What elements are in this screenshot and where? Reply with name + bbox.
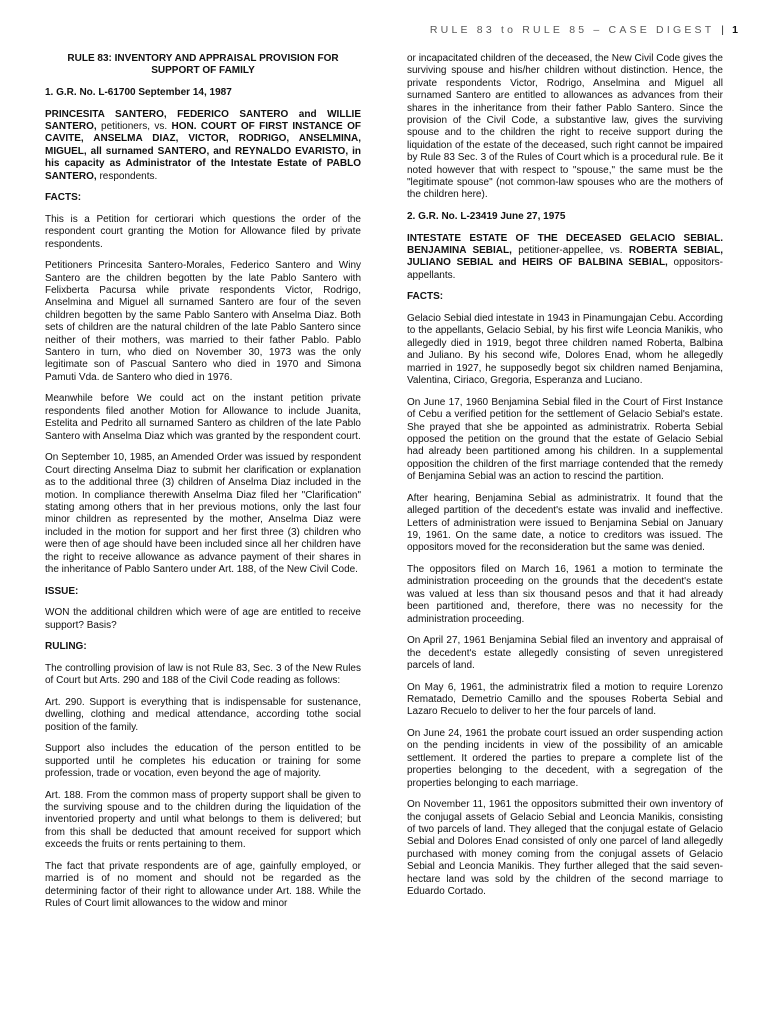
running-header <box>430 24 738 36</box>
running-title: RULE 83 to RULE 85 – CASE DIGEST <box>429 24 715 36</box>
case1-facts-paragraph: Meanwhile before We could act on the instant petition private respondents filed another Motion for Allowance to include Juanita, Estelita and Pedrito all surnamed Santero as children of the late Pablo Santero with Anselma Diaz which was granted by the respondent court. <box>45 393 361 442</box>
case2-oppositors: ROBERTA SEBIAL, JULIANO SEBIAL and HEIRS OF BALBINA SEBIAL, <box>407 245 724 269</box>
case1-ruling-paragraph: The fact that private respondents are of age, gainfully employed, or married is of no moment and should not be regarded as the determining factor of their right to allowance under Art. 188. While the Rules of Court limit allowances to the widow and minor <box>45 860 361 909</box>
right-column <box>407 53 723 908</box>
case2-facts-paragraph: On June 24, 1961 the probate court issued an order suspending action on the pending incidents in view of the possibility of an amicable settlement. It ordered the parties to prepare a complete list of the properties belonging to the decedent, with a segregation of the properties belonging to each marriage. <box>407 727 723 789</box>
case2-facts-paragraph: Gelacio Sebial died intestate in 1943 in Pinamungajan Cebu. According to the appellants, Gelacio Sebial, by his first wife Leoncia Manikis, who allegedly died in 1919, begot three children named Roberta, Balbina and Juliano. By his second wife, Dolores Enad, whom he allegedly married in 1927, he supposedly begot six children named Benjamina, Valentina, Ciriaco, Gregoria, Esperanza and Luciano. <box>407 313 723 387</box>
case1-petitioners-role: petitioners, vs. <box>96 121 172 132</box>
case1-ruling-paragraph: Support also includes the education of the person entitled to be supported until he completes his education or training for some profession, trade or vocation, even beyond the age of majority. <box>45 743 361 779</box>
case1-issue-heading: ISSUE: <box>45 585 79 597</box>
left-column <box>45 53 361 920</box>
case1-respondents: HON. COURT OF FIRST INSTANCE OF CAVITE, ANSELMA DIAZ, VICTOR, RODRIGO, ANSELMINA, MIGUEL, all surnamed SANTERO, and REYNALDO EVARISTO, in his capacity as Administrator of the Intestate Estate of PABLO SANTERO, <box>45 121 361 182</box>
page-number: 1 <box>732 24 738 36</box>
case2-oppositors-role: oppositors-appellants. <box>407 257 723 281</box>
case2-parties <box>407 233 723 283</box>
case1-ruling-paragraph: The controlling provision of law is not Rule 83, Sec. 3 of the New Rules of Court but Arts. 290 and 188 of the Civil Code reading as follows: <box>45 662 361 687</box>
case1-respondents-role: respondents. <box>96 170 158 182</box>
case1-parties <box>45 109 361 183</box>
case1-ruling-paragraph: Art. 290. Support is everything that is indispensable for sustenance, dwelling, clothing and medical attendance, according tothe social position of the family. <box>45 696 361 733</box>
case2-facts-paragraph: The oppositors filed on March 16, 1961 a motion to terminate the administration proceeding on the grounds that the decedent's estate was valued at less than six thousand pesos and that it had already been partitioned and, therefore, there was no necessity for the administration proceeding. <box>407 563 723 625</box>
case1-facts-paragraph: Petitioners Princesita Santero-Morales, Federico Santero and Winy Santero are the children begotten by the late Pablo Santero with Felixberta Pacursa while private respondents Victor, Rodrigo, Anselmina and Miguel all surnamed Santero are four of the seven children begotten by the same Pablo Santero with Anselma Diaz. Both sets of children are the natural children of the late Pablo Santero since neither of their mothers, was married to their father Pablo. Pablo Santero in turn, who died on November 30, 1973 was the only legitimate son of Pascual Santero who died in 1970 and Simona Pamuti Vda. de Santero who died in 1976. <box>45 260 361 383</box>
case1-ruling-paragraph: Art. 188. From the common mass of property support shall be given to the surviving spouse and to the children during the liquidation of the inventoried property and until what belongs to them is delivered; but from this shall be deducted that amount received for support which exceeds the fruits or rents pertaining to them. <box>45 789 361 851</box>
case2-petitioner: INTESTATE ESTATE OF THE DECEASED GELACIO SEBIAL. BENJAMINA SEBIAL, <box>407 232 723 257</box>
header-separator: | <box>721 24 725 36</box>
case1-ruling-continued: or incapacitated children of the deceased, the New Civil Code gives the surviving spouse and his/her children without distinction. Hence, the private respondents Victor, Rodrigo, Anselmina and Miguel all surnamed Santero are entitled to allowances as advances from their shares in the inheritance from their father Pablo Santero. Since the provision of the Civil Code, a substantive law, gives the surviving spouse and to the children the right to receive support during the liquidation of the estate of the deceased, such right cannot be impaired by Rule 83 Sec. 3 of the Rules of Court which is a procedural rule. Be it noted however that with respect to "spouse," the same must be the "legitimate spouse" (not common-law spouses who are the mothers of the children here). <box>407 53 723 201</box>
case2-facts-paragraph: On May 6, 1961, the administratrix filed a motion to require Lorenzo Rematado, Demetrio Camillo and the spouses Roberta Sebial and Lazaro Recuelo to deliver to her the four parcels of land. <box>407 681 723 718</box>
case2-facts-paragraph: On April 27, 1961 Benjamina Sebial filed an inventory and appraisal of the decedent's estate allegedly consisting of seven unregistered parcels of land. <box>407 635 723 671</box>
case2-facts-paragraph: On November 11, 1961 the oppositors submitted their own inventory of the conjugal assets of Gelacio Sebial and Leoncia Manikis, consisting of two parcels of land. They alleged that the conjugal estate of Gelacio Sebial and Dolores Enad consisted of only one parcel of land allegedly purchased with money coming from the conjugal assets of Gelacio Sebial and Leoncia Manikis. They further alleged that the said seven- hectare land was sold by the children of the second marriage to Eduardo Cortado. <box>407 799 723 898</box>
case1-facts-paragraph: On September 10, 1985, an Amended Order was issued by respondent Court directing Anselma Diaz to submit her clarification or explanation as to the additional three (3) children of Anselma Diaz included in the motion. In compliance therewith Anselma Diaz filed her "Clarification" stating among others that in her previous motions, only the last four minor children as represented by the mother, Anselma Diaz were included in the motion for support and her first three (3) children who were then of age should have been included since all her children have the right to receive allowance as advance payment of their shares in the inheritance of Pablo Santero under Art. 188, of the New Civil Code. <box>45 452 361 575</box>
rule-title: RULE 83: INVENTORY AND APPRAISAL PROVISION FOR SUPPORT OF FAMILY <box>67 53 339 77</box>
case1-facts-paragraph: This is a Petition for certiorari which questions the order of the respondent court granting the Motion for Allowance filed by private respondents. <box>45 213 361 250</box>
case1-ruling-heading: RULING: <box>45 641 87 653</box>
case1-petitioners: PRINCESITA SANTERO, FEDERICO SANTERO and WILLIE SANTERO, <box>45 108 361 132</box>
case2-facts-paragraph: On June 17, 1960 Benjamina Sebial filed in the Court of First Instance of Cebu a verified petition for the settlement of Gelacio Sebial's estate. She prayed that she be appointed as administratrix. Roberta Sebial opposed the petition on the ground that the estate of Gelacio Sebial had already been partitioned among his children. In a supplemental opposition the children of the first marriage contended that the remedy of Benjamina Sebial was an action to rescind the partition. <box>407 396 723 483</box>
case2-facts-paragraph: After hearing, Benjamina Sebial as administratrix. It found that the alleged partition of the decedent's estate was invalid and ineffective. Letters of administration were issued to Benjamina Sebial on January 19, 1961. On the same date, a notice to creditors was issued. The oppositors moved for the reconsideration but the same was denied. <box>407 492 723 554</box>
case2-facts-heading: FACTS: <box>407 291 444 303</box>
case2-petitioner-role: petitioner-appellee, vs. <box>511 245 629 257</box>
case2-number: 2. G.R. No. L-23419 June 27, 1975 <box>407 211 566 223</box>
case1-facts-heading: FACTS: <box>45 192 82 204</box>
case1-number: 1. G.R. No. L-61700 September 14, 1987 <box>45 87 232 98</box>
case1-issue-text: WON the additional children which were of age are entitled to receive support? Basis? <box>45 607 361 631</box>
